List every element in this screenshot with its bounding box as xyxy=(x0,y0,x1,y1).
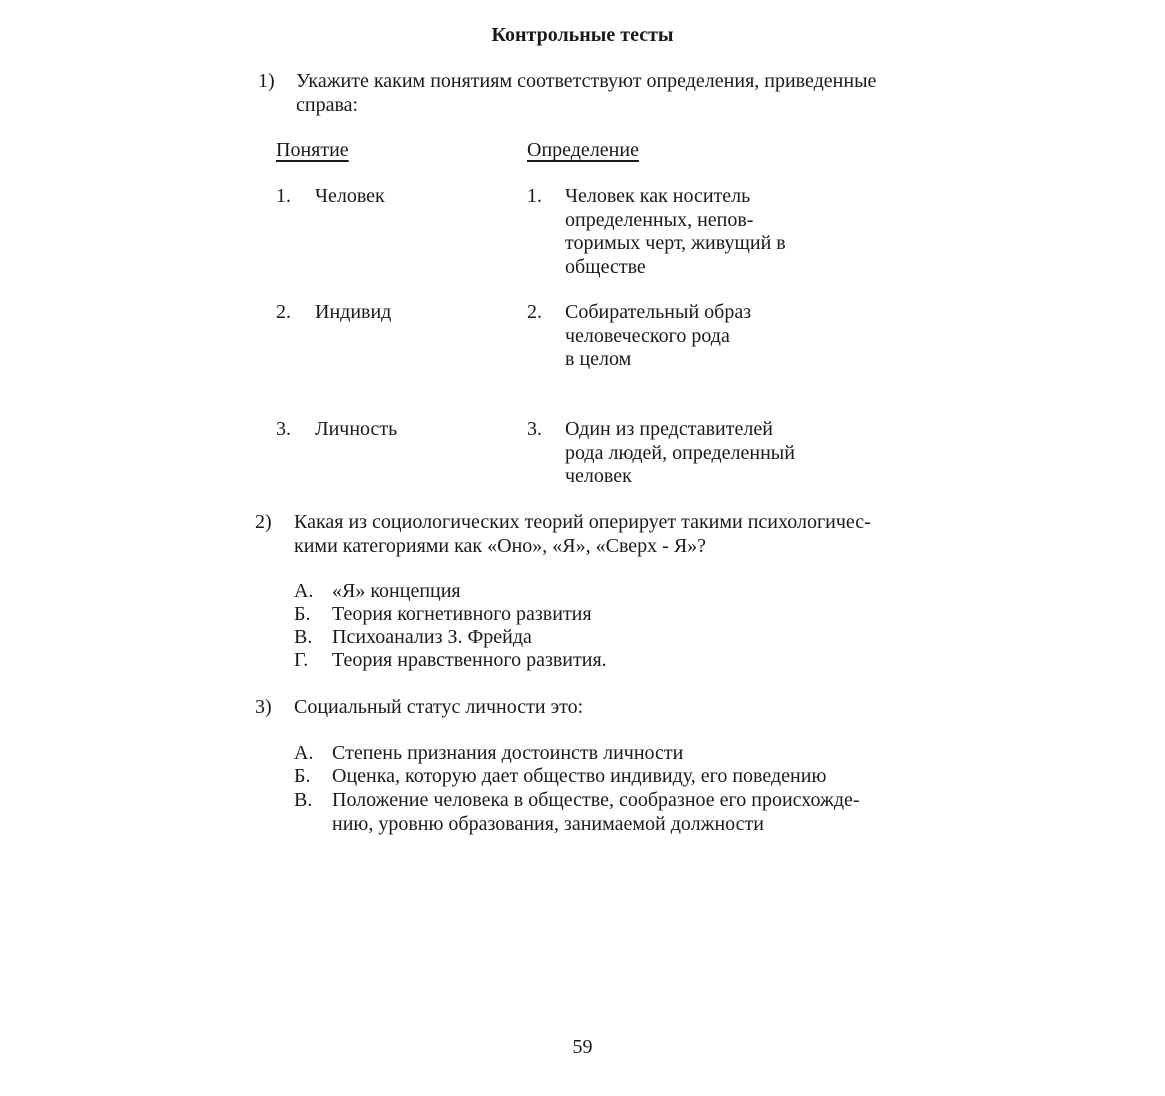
concept-label: Человек xyxy=(315,185,385,207)
option-text: Положение человека в обществе, сообразное его происхожде- xyxy=(332,789,860,811)
question-2-text xyxy=(294,511,871,558)
option-text: Теория когнетивного развития xyxy=(332,603,592,625)
definition-line: человеческого рода xyxy=(565,324,730,347)
question-3-text: Социальный статус личности это: xyxy=(294,696,584,718)
definition-number: 3. xyxy=(527,418,542,440)
definition-text xyxy=(565,185,786,279)
question-2-number: 2) xyxy=(255,511,272,533)
option-letter: В. xyxy=(294,626,313,648)
concept-number: 3. xyxy=(276,418,291,440)
definition-line: торимых черт, живущий в xyxy=(565,232,786,254)
option-letter: А. xyxy=(294,742,314,764)
question-1-number: 1) xyxy=(258,70,275,92)
option-letter: Г. xyxy=(294,649,309,671)
option-text: Оценка, которую дает общество индивиду, его поведению xyxy=(332,765,827,787)
concept-label: Личность xyxy=(315,418,398,440)
question-2-text-line: кими категориями как «Оно», «Я», «Сверх - Я»? xyxy=(294,534,707,557)
concept-number: 1. xyxy=(276,185,291,207)
definition-line: рода людей, определенный xyxy=(565,441,795,464)
concept-number: 2. xyxy=(276,301,291,323)
option-text: Психоанализ З. Фрейда xyxy=(332,626,532,648)
page-title: Контрольные тесты xyxy=(491,24,674,46)
definition-line: Человек как носитель xyxy=(565,185,751,207)
question-1-text xyxy=(296,70,876,117)
option-text: Теория нравственного развития. xyxy=(332,649,607,671)
option-letter: А. xyxy=(294,580,314,602)
definition-line: определенных, непов- xyxy=(565,208,754,231)
option-letter: Б. xyxy=(294,603,311,625)
option-letter: В. xyxy=(294,789,313,811)
option-text: «Я» концепция xyxy=(332,580,461,602)
definition-text xyxy=(565,418,795,489)
question-1-text-line: Укажите каким понятиям соответствуют определения, приведенные xyxy=(296,70,877,92)
question-1-text-line: справа: xyxy=(296,93,359,116)
definition-number: 1. xyxy=(527,185,542,207)
option-text: Степень признания достоинств личности xyxy=(332,742,684,764)
definition-number: 2. xyxy=(527,301,542,323)
page-number: 59 xyxy=(572,1036,593,1058)
definition-text xyxy=(565,301,751,372)
definition-column-header: Определение xyxy=(527,139,639,161)
definition-line: Собирательный образ xyxy=(565,301,752,323)
question-2-text-line: Какая из социологических теорий оперирует такими психологичес- xyxy=(294,511,871,533)
definition-line: в целом xyxy=(565,348,632,370)
definition-line: обществе xyxy=(565,255,646,278)
definition-line: человек xyxy=(565,465,632,487)
question-3-number: 3) xyxy=(255,696,272,718)
option-text: нию, уровню образования, занимаемой должности xyxy=(332,812,764,835)
definition-line: Один из представителей xyxy=(565,418,773,440)
concept-column-header: Понятие xyxy=(276,139,349,161)
option-letter: Б. xyxy=(294,765,311,787)
concept-label: Индивид xyxy=(315,301,392,323)
